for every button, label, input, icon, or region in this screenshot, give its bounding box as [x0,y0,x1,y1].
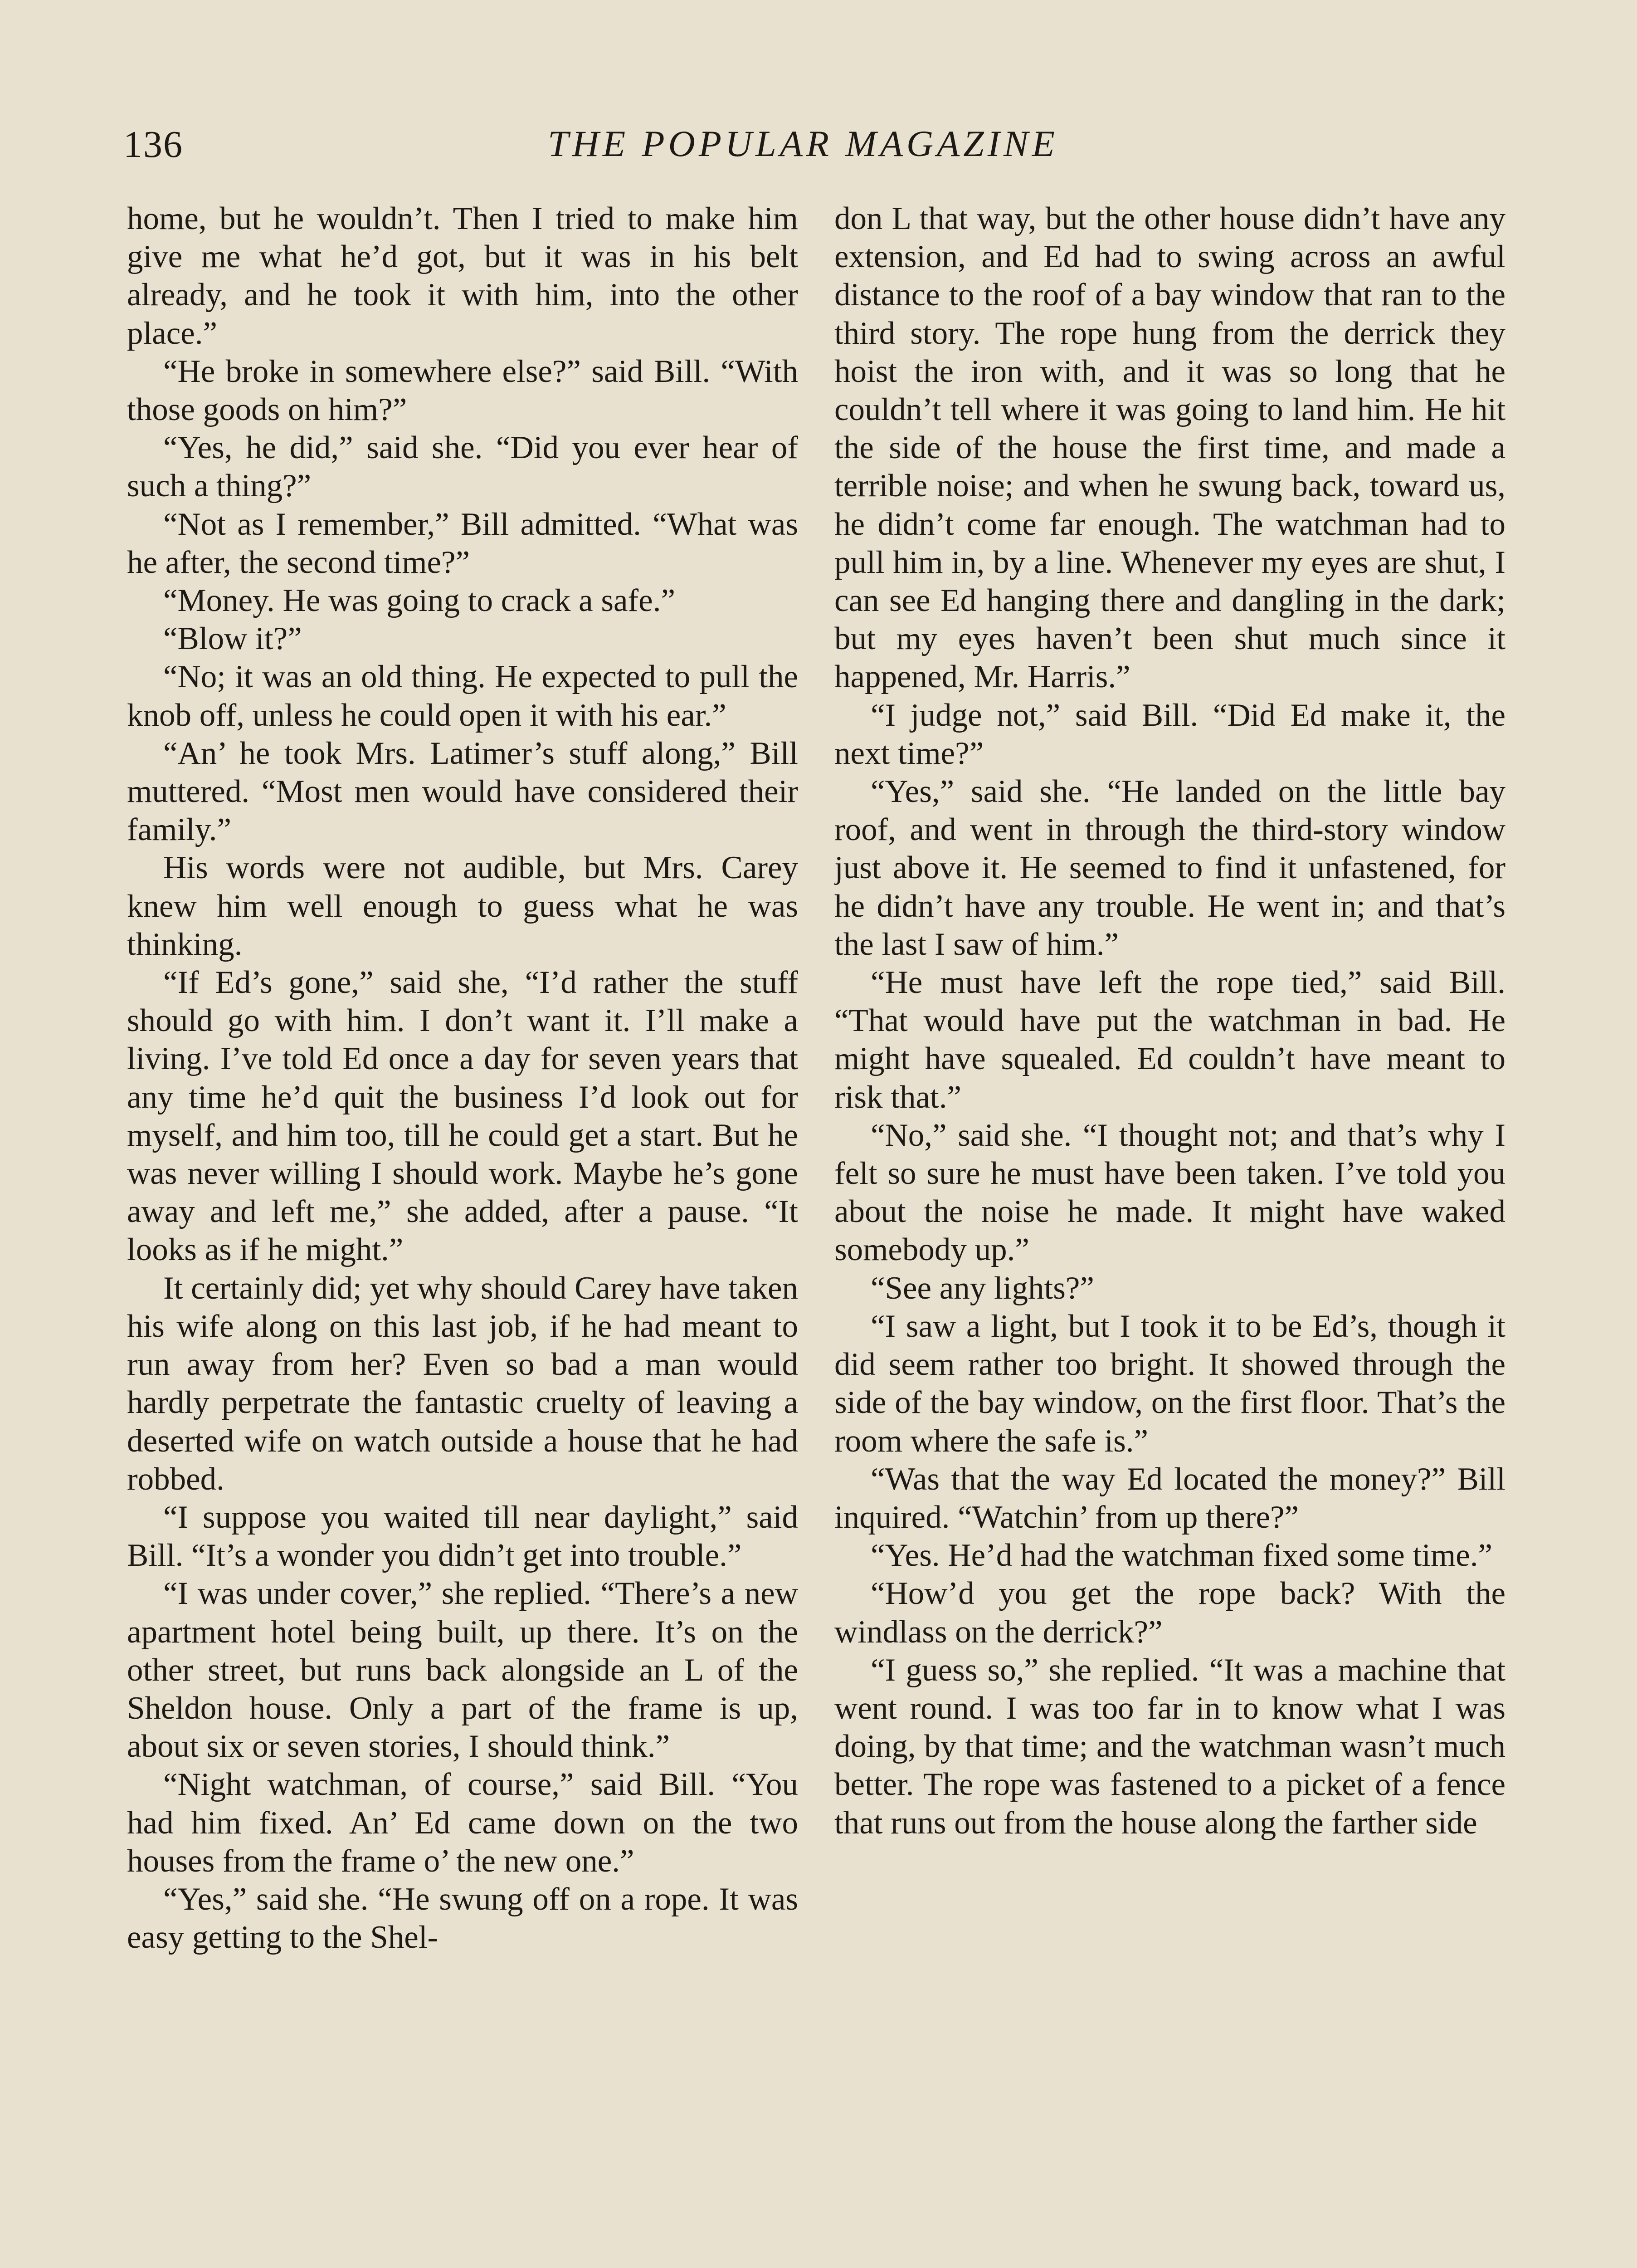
paragraph: don L that way, but the other house didn’t have any extension, and Ed had to swing across an awful distance to the roof of a bay window that ran to the third story. The rope hung from the derrick they hoist the iron with, and it was so long that he couldn’t tell where it was going to land him. He hit the side of the house the first time, and made a terrible noise; and when he swung back, toward us, he didn’t come far enough. The watchman had to pull him in, by a line. Whenever my eyes are shut, I can see Ed hanging there and dangling in the dark; but my eyes haven’t been shut much since it happened, Mr. Harris.” [834,201,1505,695]
paragraph: “Blow it?” [163,621,302,657]
paragraph: His words were not audible, but Mrs. Carey knew him well enough to guess what he was thinking. [127,850,798,962]
paragraph: “If Ed’s gone,” said she, “I’d rather the stuff should go with him. I don’t want it. I’ll make a living. I’ve told Ed once a day for seven years that any time he’d quit the business I’d look out for myself, and him too, till he could get a start. But he was never willing I should work. Maybe he’s gone away and left me,” she added, after a pause. “It looks as if he might.” [127,965,798,1268]
right-column [834,200,1505,2268]
paragraph: “Yes. He’d had the watchman fixed some time.” [871,1538,1492,1574]
paragraph: “No,” said she. “I thought not; and that’s why I felt so sure he must have been taken. I’ve told you about the noise he made. It might have waked somebody up.” [834,1117,1505,1268]
paragraph: “How’d you get the rope back? With the windlass on the derrick?” [834,1576,1505,1650]
paragraph: “Yes, he did,” said she. “Did you ever hear of such a thing?” [127,430,798,504]
paragraph: “He broke in somewhere else?” said Bill. “With those goods on him?” [127,353,798,428]
left-column [127,200,798,2268]
paragraph: “I judge not,” said Bill. “Did Ed make it, the next time?” [834,697,1505,771]
paragraph: “See any lights?” [871,1270,1094,1306]
text-columns [127,200,1505,2268]
paragraph: “An’ he took Mrs. Latimer’s stuff along,” Bill muttered. “Most men would have considered their family.” [127,735,798,848]
paragraph: “Not as I remember,” Bill admitted. “What was he after, the second time?” [127,506,798,580]
paragraph: “No; it was an old thing. He expected to pull the knob off, unless he could open it with his ear.” [127,659,798,733]
paragraph: It certainly did; yet why should Carey have taken his wife along on this last job, if he had meant to run away from her? Even so bad a man would hardly perpetrate the fantastic cruelty of leaving a deserted wife on watch outside a house that he had robbed. [127,1270,798,1497]
paragraph: “Was that the way Ed located the money?” Bill inquired. “Watchin’ from up there?” [834,1461,1505,1535]
paragraph: “I guess so,” she replied. “It was a machine that went round. I was too far in to know what I was doing, by that time; and the watchman wasn’t much better. The rope was fastened to a picket of a fence that runs out from the house along the farther side [834,1652,1505,1841]
paragraph: “Yes,” said she. “He landed on the little bay roof, and went in through the third-story window just above it. He seemed to find it unfastened, for he didn’t have any trouble. He went in; and that’s the last I saw of him.” [834,774,1505,962]
paragraph: “Yes,” said she. “He swung off on a rope. It was easy getting to the Shel- [127,1881,798,1955]
paragraph: “I suppose you waited till near daylight,” said Bill. “It’s a wonder you didn’t get into trouble.” [127,1499,798,1574]
paragraph: “I was under cover,” she replied. “There’s a new apartment hotel being built, up there. It’s on the other street, but runs back alongside an L of the Sheldon house. Only a part of the frame is up, about six or seven stories, I should think.” [127,1576,798,1765]
page-header [123,119,1483,173]
paragraph: “I saw a light, but I took it to be Ed’s, though it did seem rather too bright. It showed through the side of the bay window, on the first floor. That’s the room where the safe is.” [834,1308,1505,1459]
page-number: 136 [123,123,183,166]
paragraph: “Money. He was going to crack a safe.” [163,583,675,619]
paragraph: home, but he wouldn’t. Then I tried to make him give me what he’d got, but it was in his belt already, and he took it with him, into the other place.” [127,201,798,351]
running-head: THE POPULAR MAGAZINE [548,123,1058,164]
paragraph: “He must have left the rope tied,” said Bill. “That would have put the watchman in bad. He might have squealed. Ed couldn’t have meant to risk that.” [834,965,1505,1115]
paragraph: “Night watchman, of course,” said Bill. “You had him fixed. An’ Ed came down on the two houses from the frame o’ the new one.” [127,1767,798,1879]
